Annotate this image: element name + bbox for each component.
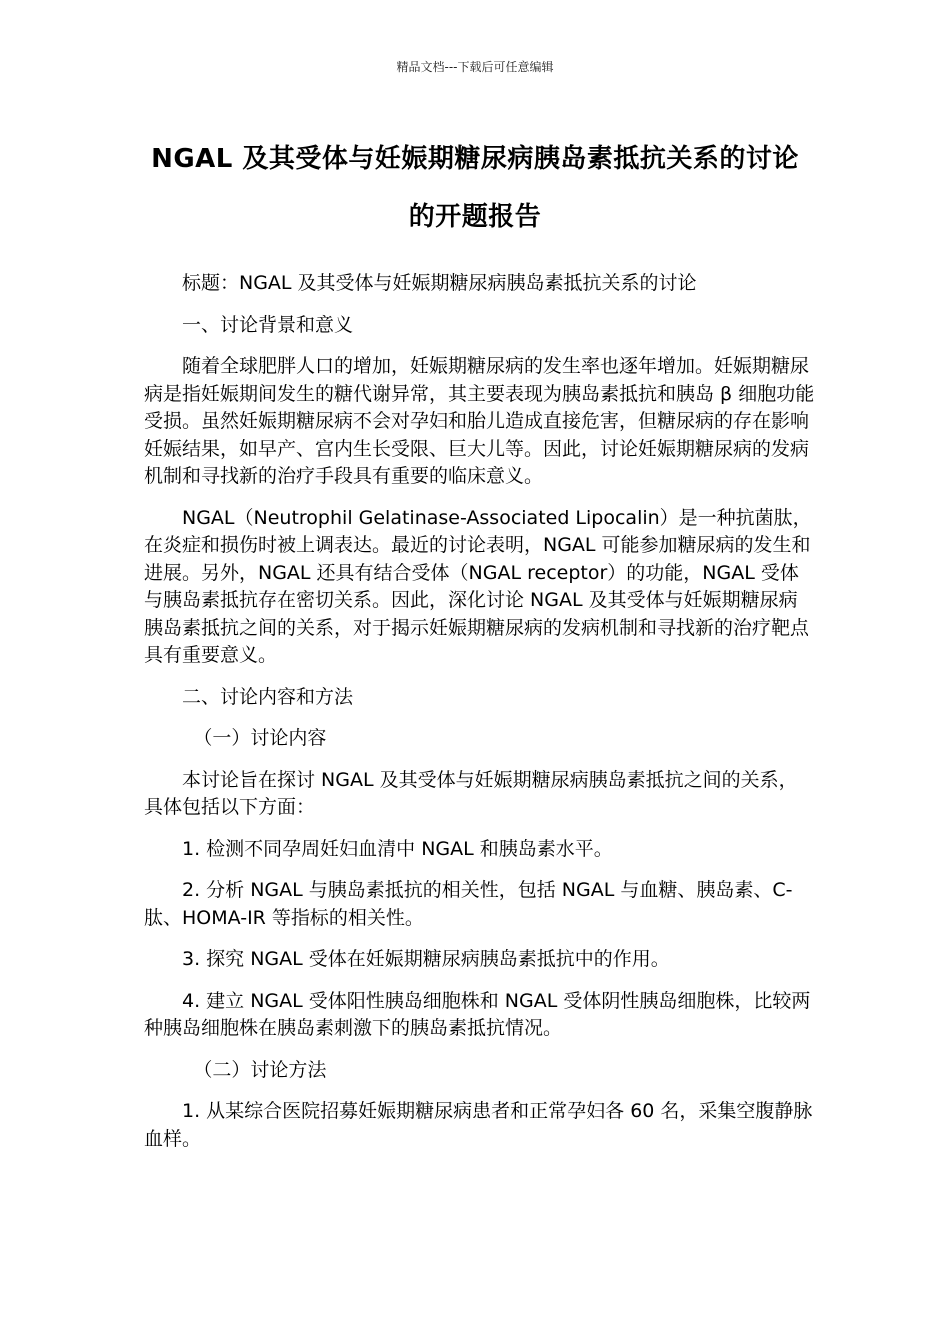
document-title: NGAL 及其受体与妊娠期糖尿病胰岛素抵抗关系的讨论的开题报告 bbox=[151, 144, 799, 232]
paragraph-background: 随着全球肥胖人口的增加，妊娠期糖尿病的发生率也逐年增加。妊娠期糖尿病是指妊娠期间发生的糖代谢异常，其主要表现为胰岛素抵抗和胰岛 β 细胞功能受损。虽然妊娠期糖尿病不会对孕妇和胎儿造成直接危害，但糖尿病的存在影响妊娠结果，如早产、宫内生长受限、巨大儿等。因此，讨论妊娠期糖尿病的发病机制和寻找新的治疗手段具有重要的临床意义。 bbox=[144, 355, 815, 487]
list-item-2: 2. 分析 NGAL 与胰岛素抵抗的相关性，包括 NGAL 与血糖、胰岛素、C-肽、HOMA-IR 等指标的相关性。 bbox=[144, 879, 793, 929]
document-body bbox=[144, 270, 816, 1167]
subsection-heading-content: （一）讨论内容 bbox=[193, 727, 327, 749]
subject-line: 标题：NGAL 及其受体与妊娠期糖尿病胰岛素抵抗关系的讨论 bbox=[182, 272, 697, 294]
paragraph-content-intro: 本讨论旨在探讨 NGAL 及其受体与妊娠期糖尿病胰岛素抵抗之间的关系，具体包括以下方面： bbox=[144, 768, 798, 818]
subsection-heading-methods: （二）讨论方法 bbox=[193, 1058, 327, 1081]
paragraph-ngal-intro: NGAL（Neutrophil Gelatinase-Associated Lipocalin）是一种抗菌肽，在炎症和损伤时被上调表达。最近的讨论表明，NGAL 可能参加糖尿病的发生和进展。另外，NGAL 还具有结合受体（NGAL receptor）的功能，NGAL 受体与胰岛素抵抗存在密切关系。因此，深化讨论 NGAL 及其受体与妊娠期糖尿病胰岛素抵抗之间的关系，对于揭示妊娠期糖尿病的发病机制和寻找新的治疗靶点具有重要意义。 bbox=[144, 506, 812, 666]
section-heading-content-methods: 二、讨论内容和方法 bbox=[182, 685, 354, 708]
method-item-1: 1. 从某综合医院招募妊娠期糖尿病患者和正常孕妇各 60 名，采集空腹静脉血样。 bbox=[144, 1100, 813, 1150]
section-heading-background: 一、讨论背景和意义 bbox=[182, 313, 354, 336]
page-header: 精品文档---下载后可任意编辑 bbox=[396, 60, 554, 74]
list-item-3: 3. 探究 NGAL 受体在妊娠期糖尿病胰岛素抵抗中的作用。 bbox=[182, 948, 670, 970]
list-item-1: 1. 检测不同孕周妊妇血清中 NGAL 和胰岛素水平。 bbox=[182, 837, 613, 860]
list-item-4: 4. 建立 NGAL 受体阳性胰岛细胞株和 NGAL 受体阴性胰岛细胞株，比较两种胰岛细胞株在胰岛素刺激下的胰岛素抵抗情况。 bbox=[144, 989, 811, 1039]
